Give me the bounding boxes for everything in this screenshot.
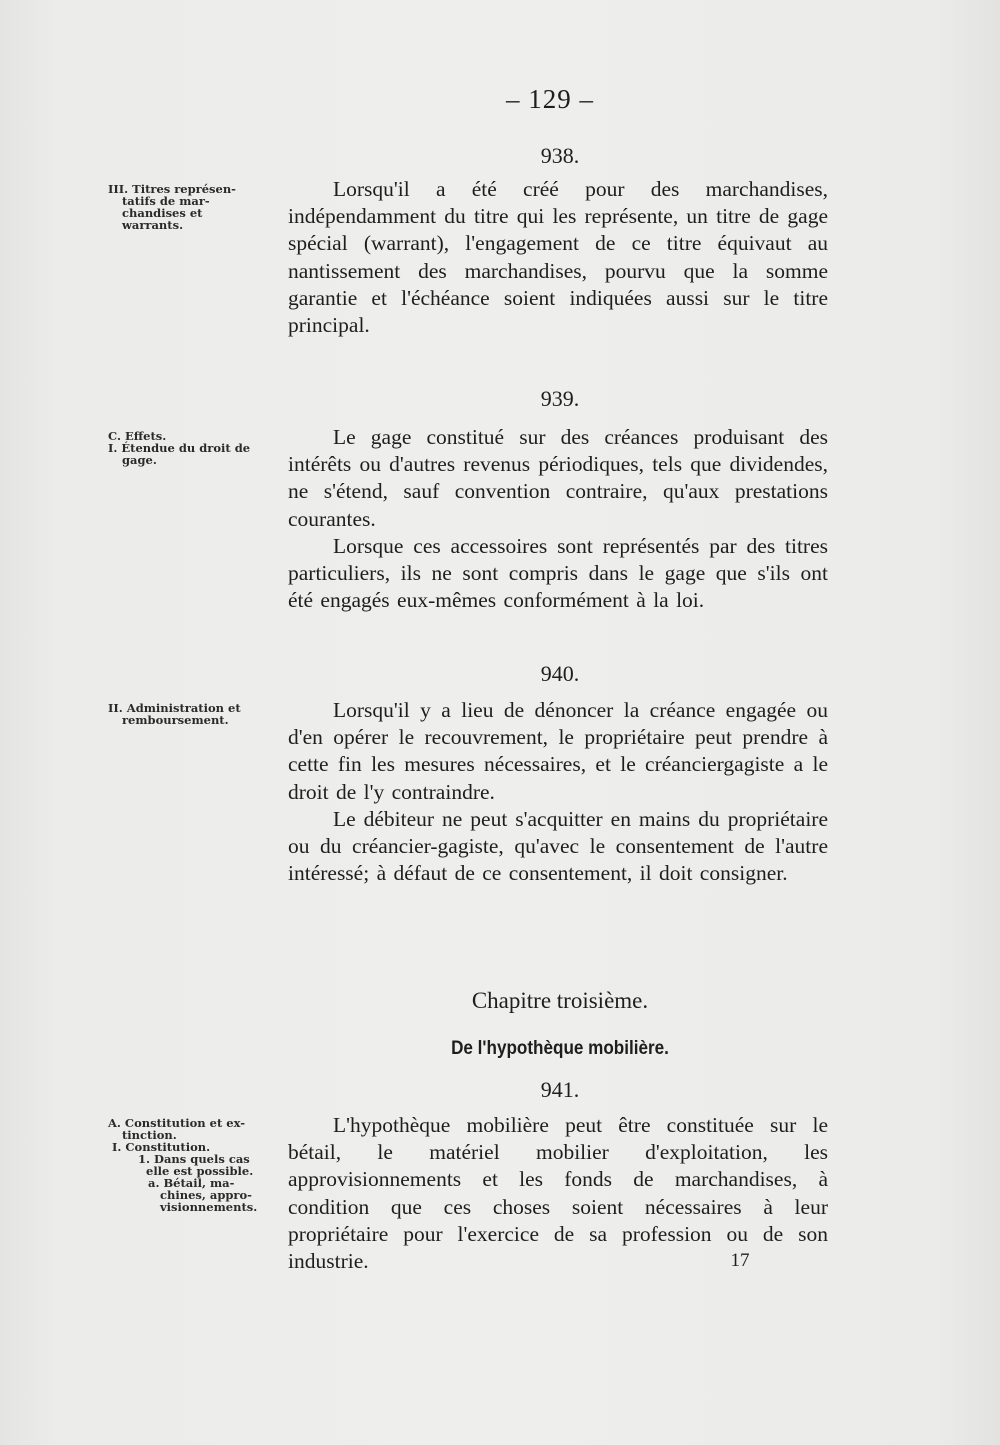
article-paragraph: Le débiteur ne peut s'acquitter en mains du propriétaire ou du créancier-gagiste, qu'avec le consentement de l'autre intéressé; à défaut de ce consentement, il doit consigner. (288, 806, 828, 886)
signature-mark: 17 (730, 1250, 750, 1271)
margin-note-line: gage. (122, 453, 157, 467)
chapter-subtitle: De l'hypothèque mobilière. (451, 1038, 669, 1059)
article-body (288, 424, 828, 614)
margin-note-line: visionnements. (160, 1200, 258, 1214)
margin-note-line: tatifs de mar- (122, 194, 210, 208)
margin-note (108, 702, 278, 726)
article-body (288, 176, 828, 339)
margin-note-line: II. Administration et (108, 701, 241, 715)
margin-note-line: remboursement. (122, 713, 229, 727)
article-number: 941. (540, 1077, 580, 1102)
article-paragraph: Lorsqu'il y a lieu de dénoncer la créance engagée ou d'en opérer le recouvrement, le propriétaire peut prendre à cette fin les mesures nécessaires, et le créanciergagiste a le droit de l'y contraindre. (288, 698, 828, 804)
margin-note (108, 1117, 278, 1213)
margin-note-line: I. Étendue du droit de (108, 441, 251, 455)
margin-note-line: 1. Dans quels cas (138, 1152, 250, 1166)
article-paragraph: Le gage constitué sur des créances produisant des intérêts ou d'autres revenus périodiques, tels que dividendes, ne s'étend, sauf convention contraire, qu'aux prestations courantes. (288, 425, 828, 531)
article-number: 940. (540, 661, 580, 686)
page-number: – 129 – (506, 84, 594, 114)
margin-note-line: elle est possible. (146, 1164, 254, 1178)
margin-note-line: a. Bétail, ma- (148, 1176, 235, 1190)
margin-note-line: A. Constitution et ex- (108, 1116, 246, 1130)
margin-note-line: I. Constitution. (112, 1140, 211, 1154)
article-number: 938. (540, 143, 580, 168)
article-paragraph: Lorsque ces accessoires sont représentés par des titres particuliers, ils ne sont compris dans le gage que s'ils ont été engagés eux-mêmes conformément à la loi. (288, 533, 828, 613)
margin-note-line: warrants. (122, 218, 184, 232)
article-body (288, 697, 828, 887)
margin-note-line: chandises et (122, 206, 203, 220)
margin-note (108, 430, 278, 466)
margin-note (108, 183, 278, 231)
article-number: 939. (540, 386, 580, 411)
margin-note-line: III. Titres représen- (108, 182, 236, 196)
margin-note-line: chines, appro- (160, 1188, 252, 1202)
article-paragraph: L'hypothèque mobilière peut être constituée sur le bétail, le matériel mobilier d'exploitation, les approvisionnements et les fonds de marchandises, à condition que ces choses soient nécessaires à leur propriétaire pour l'exercice de sa profession ou de son industrie. (288, 1113, 828, 1274)
chapter-title: Chapitre troisième. (471, 988, 649, 1013)
article-paragraph: Lorsqu'il a été créé pour des marchandises, indépendamment du titre qui les représente, un titre de gage spécial (warrant), l'engagement de ce titre équivaut au nantissement des marchandises, pourvu que la somme garantie et l'échéance soient indiquées aussi sur le titre principal. (288, 177, 828, 338)
margin-note-line: C. Effets. (108, 429, 167, 443)
margin-note-line: tinction. (122, 1128, 177, 1142)
